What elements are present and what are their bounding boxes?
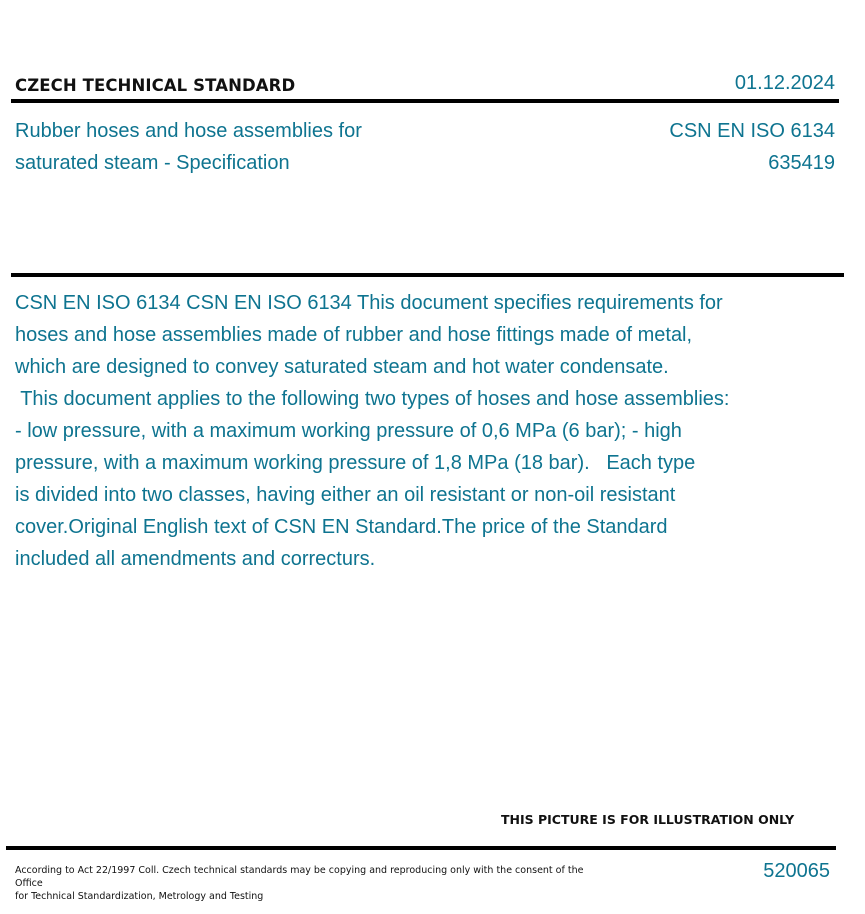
abstract-line: which are designed to convey saturated steam and hot water condensate. [15, 356, 669, 378]
subject-line-2: saturated steam - Specification [15, 152, 290, 174]
abstract-line: is divided into two classes, having either an oil resistant or non-oil resistant [15, 484, 676, 506]
document-number: 520065 [763, 860, 830, 882]
legal-notice [15, 864, 585, 903]
issue-date: 01.12.2024 [734, 72, 835, 94]
abstract-line: cover.Original English text of CSN EN Standard.The price of the Standard [15, 516, 668, 538]
abstract-line: - low pressure, with a maximum working pressure of 0,6 MPa (6 bar); - high [15, 420, 682, 442]
document-type-title: CZECH TECHNICAL STANDARD [15, 76, 296, 95]
footer-divider [6, 846, 836, 850]
abstract-text [15, 287, 805, 575]
legal-line-2: for Technical Standardization, Metrology and Testing [15, 891, 264, 902]
subject-line-1: Rubber hoses and hose assemblies for [15, 120, 362, 142]
legal-line-1: According to Act 22/1997 Coll. Czech technical standards may be copying and reproducing only with the consent of the Office [15, 865, 584, 889]
header-divider [11, 99, 839, 103]
abstract-line: included all amendments and correcturs. [15, 548, 376, 570]
illustration-disclaimer: THIS PICTURE IS FOR ILLUSTRATION ONLY [501, 812, 795, 827]
standard-codes [669, 115, 835, 179]
standard-code: CSN EN ISO 6134 [669, 120, 835, 142]
standard-subject [15, 115, 435, 179]
abstract-line: CSN EN ISO 6134 CSN EN ISO 6134 This document specifies requirements for [15, 292, 723, 314]
class-number: 635419 [768, 152, 835, 174]
abstract-line: pressure, with a maximum working pressure of 1,8 MPa (18 bar). Each type [15, 452, 696, 474]
abstract-line: hoses and hose assemblies made of rubber and hose fittings made of metal, [15, 324, 693, 346]
section-divider [11, 273, 844, 277]
abstract-line: This document applies to the following two types of hoses and hose assemblies: [15, 388, 730, 410]
